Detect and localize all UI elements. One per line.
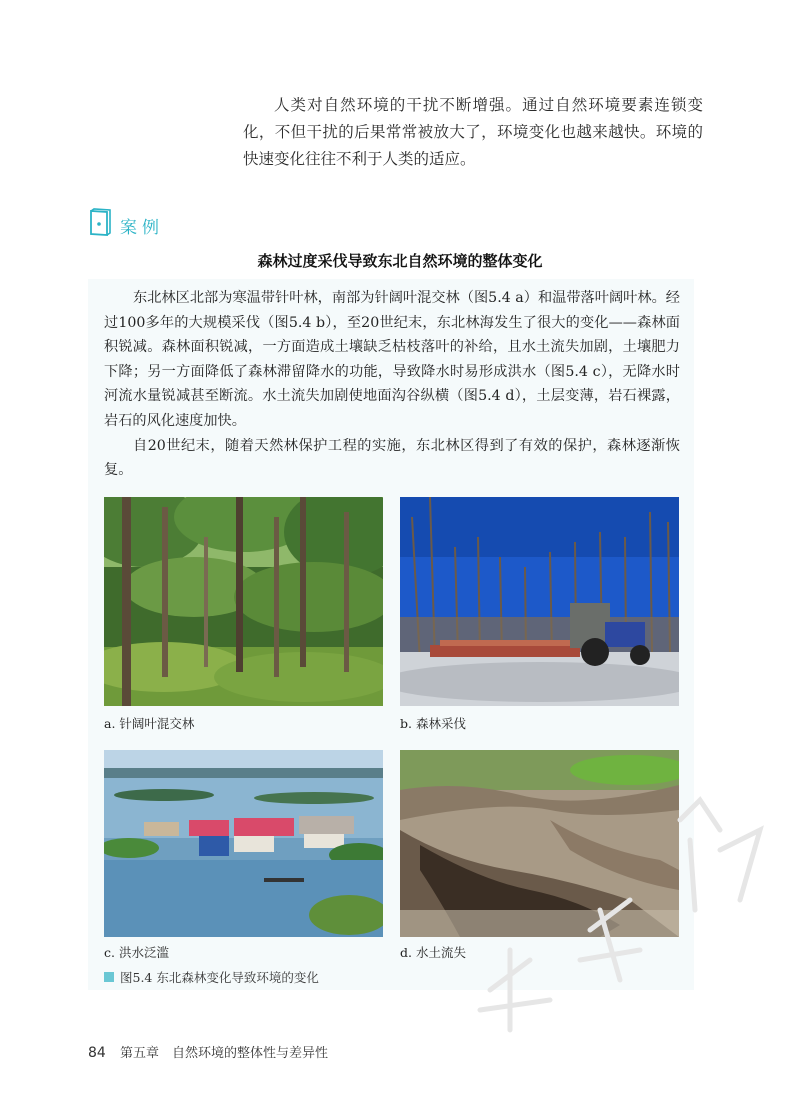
photo-logging <box>400 497 679 706</box>
case-paragraph-2: 自20世纪末，随着天然林保护工程的实施，东北林区得到了有效的保护，森林逐渐恢复。 <box>104 437 680 479</box>
caption-b: b. 森林采伐 <box>400 716 466 731</box>
page-number: 84 <box>88 1045 106 1061</box>
chapter-title: 第五章 自然环境的整体性与差异性 <box>119 1046 328 1061</box>
case-body <box>104 286 680 483</box>
caption-a: a. 针阔叶混交林 <box>104 716 195 731</box>
case-label: 案例 <box>120 218 164 238</box>
photo-erosion <box>400 750 679 937</box>
figure-caption-text: 图5.4 东北森林变化导致环境的变化 <box>120 970 319 985</box>
photo-mixed-forest <box>104 497 383 706</box>
intro-paragraph: 人类对自然环境的干扰不断增强。通过自然环境要素连锁变化，不但干扰的后果常常被放大了，环境变化也越来越快。环境的快速变化往往不利于人类的适应。 <box>243 96 703 168</box>
caption-c: c. 洪水泛滥 <box>104 945 169 960</box>
photo-flood <box>104 750 383 937</box>
caption-d: d. 水土流失 <box>400 945 466 960</box>
page-footer <box>88 1042 328 1061</box>
case-paragraph-1: 东北林区北部为寒温带针叶林，南部为针阔叶混交林（图5.4 a）和温带落叶阔叶林。经过100多年的大规模采伐（图5.4 b），至20世纪末，东北林海发生了很大的变化——森林面积锐减。森林面积锐减，一方面造成土壤缺乏枯枝落叶的补给，且水土流失加剧，土壤肥力下降；另一方面降低了森林滞留降水的功能，导致降水时易形成洪水（图5.4 c），无降水时河流水量锐减甚至断流。水土流失加剧使地面沟谷纵横（图5.4 d），土层变薄，岩石裸露，岩石的风化速度加快。 <box>104 290 680 429</box>
case-book-icon <box>87 208 113 238</box>
case-title: 森林过度采伐导致东北自然环境的整体变化 <box>257 252 543 270</box>
intro-text <box>243 92 703 173</box>
figure-caption <box>104 968 319 986</box>
figure-marker-icon <box>104 972 114 982</box>
